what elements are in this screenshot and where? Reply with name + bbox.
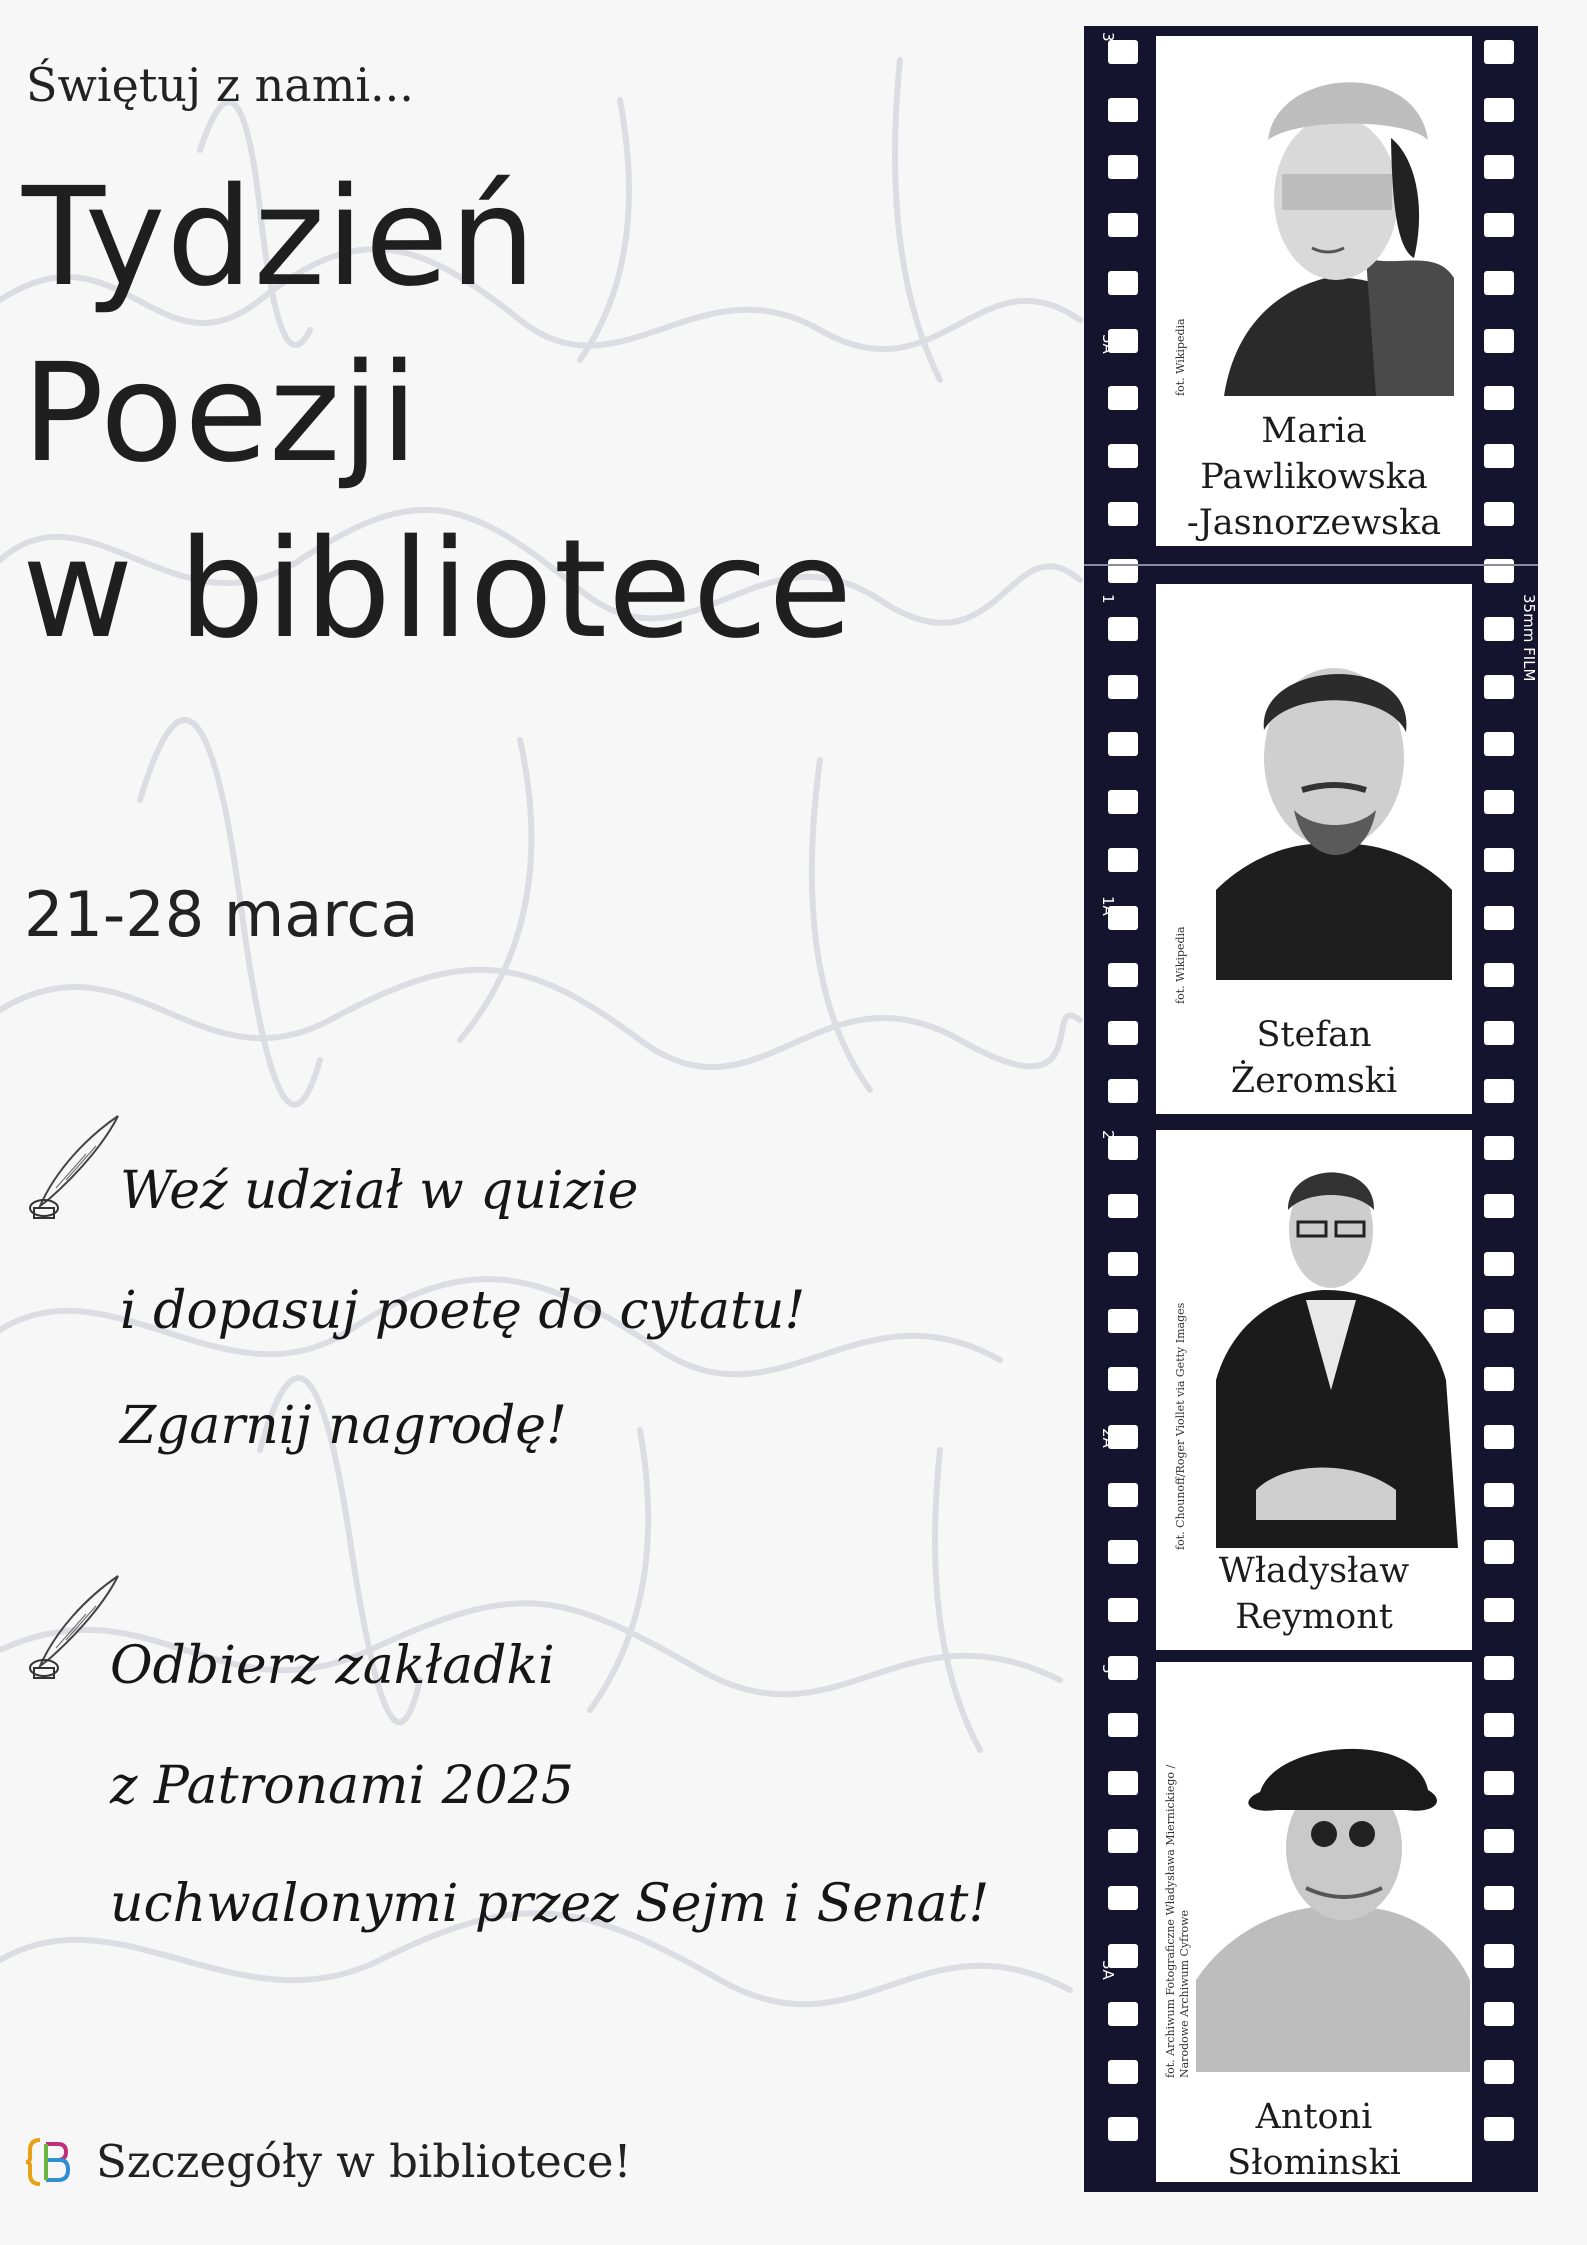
film-strip xyxy=(1084,26,1538,2192)
frame-number: 3 xyxy=(1099,32,1117,42)
sprocket-hole xyxy=(1108,2117,1138,2141)
sprocket-hole xyxy=(1108,2060,1138,2084)
sprocket-hole xyxy=(1484,1309,1514,1333)
film-frame-pawlikowska xyxy=(1156,36,1472,546)
poet-name-line: Stefan xyxy=(1256,1015,1372,1055)
sprocket-hole xyxy=(1108,98,1138,122)
sprocket-hole xyxy=(1484,271,1514,295)
sprocket-hole xyxy=(1108,1713,1138,1737)
sprocket-hole xyxy=(1108,1829,1138,1853)
sprocket-hole xyxy=(1484,1713,1514,1737)
sprocket-hole xyxy=(1108,213,1138,237)
photo-credit: fot. Wikipedia xyxy=(1174,926,1187,1004)
quill-inkwell-icon xyxy=(26,1110,126,1220)
sprocket-hole xyxy=(1108,617,1138,641)
film-frame-slominski xyxy=(1156,1662,1472,2182)
portrait-reymont xyxy=(1196,1160,1466,1548)
sprocket-hole xyxy=(1484,906,1514,930)
sprocket-hole xyxy=(1484,1598,1514,1622)
bookmarks-line-2: z Patronami 2025 xyxy=(110,1756,574,1816)
sprocket-hole xyxy=(1484,1367,1514,1391)
sprocket-hole xyxy=(1484,444,1514,468)
sprocket-hole xyxy=(1108,1021,1138,1045)
sprocket-hole xyxy=(1484,1886,1514,1910)
sprocket-hole xyxy=(1484,617,1514,641)
frame-number-a: 1A xyxy=(1099,896,1117,916)
sprocket-hole xyxy=(1484,213,1514,237)
sprocket-hole xyxy=(1108,155,1138,179)
sprocket-hole xyxy=(1484,1540,1514,1564)
frame-number: 2 xyxy=(1099,1130,1117,1140)
sprocket-hole xyxy=(1108,732,1138,756)
sprocket-hole xyxy=(1108,1483,1138,1507)
poet-name-line: Pawlikowska xyxy=(1200,457,1428,497)
frame-number-a: 3A xyxy=(1099,1960,1117,1980)
sprocket-hole xyxy=(1484,675,1514,699)
quiz-line-2: i dopasuj poetę do cytatu! xyxy=(120,1281,806,1341)
sprocket-hole xyxy=(1484,2002,1514,2026)
sprocket-hole xyxy=(1108,1367,1138,1391)
sprocket-hole xyxy=(1108,271,1138,295)
photo-credit: fot. Wikipedia xyxy=(1174,318,1187,396)
portrait-zeromski xyxy=(1216,640,1452,980)
sprocket-hole xyxy=(1484,790,1514,814)
frame-number-a: 3A xyxy=(1099,334,1117,354)
photo-credit: fot. Archiwum Fotograficzne Władysława Miernickiego / xyxy=(1164,1764,1177,2078)
page-title xyxy=(22,150,853,678)
sprocket-hole xyxy=(1484,559,1514,583)
poet-name xyxy=(1156,408,1472,546)
sprocket-hole xyxy=(1108,2002,1138,2026)
title-line-2: Poezji xyxy=(22,335,419,493)
sprocket-hole xyxy=(1484,155,1514,179)
library-logo-icon xyxy=(24,2136,72,2188)
poet-name-line: Reymont xyxy=(1235,1597,1393,1637)
sprocket-hole xyxy=(1108,790,1138,814)
sprocket-hole xyxy=(1484,848,1514,872)
footer xyxy=(24,2135,632,2188)
sprocket-hole xyxy=(1484,1771,1514,1795)
sprocket-hole xyxy=(1484,329,1514,353)
bookmarks-line-1: Odbierz zakładki xyxy=(110,1636,555,1696)
sprocket-hole xyxy=(1108,1079,1138,1103)
sprocket-hole xyxy=(1108,1771,1138,1795)
sprocket-hole xyxy=(1108,1598,1138,1622)
sprocket-hole xyxy=(1484,1829,1514,1853)
film-frame-divider xyxy=(1084,564,1538,566)
sprocket-hole xyxy=(1484,1944,1514,1968)
quiz-line-1: Weź udział w quizie xyxy=(120,1161,639,1221)
poet-name-line: -Jasnorzewska xyxy=(1186,503,1442,543)
sprocket-hole xyxy=(1484,1194,1514,1218)
poet-name-line: Władysław xyxy=(1218,1551,1410,1591)
bookmarks-line-3: uchwalonymi przez Sejm i Senat! xyxy=(110,1874,990,1934)
poet-name xyxy=(1156,1548,1472,1640)
sprocket-hole xyxy=(1108,502,1138,526)
sprocket-hole xyxy=(1484,386,1514,410)
sprocket-hole xyxy=(1108,848,1138,872)
sprocket-hole xyxy=(1484,502,1514,526)
sprocket-hole xyxy=(1484,40,1514,64)
sprocket-hole xyxy=(1484,1252,1514,1276)
poet-name-line: Maria xyxy=(1261,411,1367,451)
film-frame-reymont xyxy=(1156,1130,1472,1650)
photo-credit: Narodowe Archiwum Cyfrowe xyxy=(1178,1909,1191,2078)
poet-name-line: Żeromski xyxy=(1230,1061,1398,1101)
portrait-pawlikowska xyxy=(1216,48,1454,396)
sprocket-hole xyxy=(1108,559,1138,583)
sprocket-hole xyxy=(1484,1425,1514,1449)
frame-number: 3 xyxy=(1099,1664,1117,1674)
footer-text: Szczegóły w bibliotece! xyxy=(96,2135,632,2188)
sprocket-hole xyxy=(1108,675,1138,699)
title-line-3: w bibliotece xyxy=(22,511,854,669)
sprocket-hole xyxy=(1108,963,1138,987)
portrait-slominski xyxy=(1196,1730,1470,2072)
sprocket-hole xyxy=(1108,1136,1138,1160)
sprocket-hole xyxy=(1484,963,1514,987)
event-dates: 21-28 marca xyxy=(24,878,419,951)
frame-number-a: 2A xyxy=(1099,1428,1117,1448)
title-line-1: Tydzień xyxy=(22,159,537,317)
sprocket-hole xyxy=(1484,1483,1514,1507)
sprocket-hole xyxy=(1484,1079,1514,1103)
poet-name-line: Antoni xyxy=(1255,2097,1373,2137)
quiz-text-block xyxy=(120,1161,840,1465)
sprocket-hole xyxy=(1108,40,1138,64)
sprocket-hole xyxy=(1108,1540,1138,1564)
poet-name xyxy=(1156,2094,1472,2186)
film-frame-zeromski xyxy=(1156,584,1472,1114)
sprocket-hole xyxy=(1484,98,1514,122)
intro-text: Świętuj z nami... xyxy=(26,58,414,112)
sprocket-hole xyxy=(1484,1656,1514,1680)
quiz-line-3: Zgarnij nagrodę! xyxy=(120,1396,567,1456)
sprocket-hole xyxy=(1484,732,1514,756)
sprocket-hole xyxy=(1484,2060,1514,2084)
film-side-label: 35mm FILM xyxy=(1520,594,1538,682)
sprocket-hole xyxy=(1108,1309,1138,1333)
sprocket-hole xyxy=(1108,386,1138,410)
frame-number: 1 xyxy=(1099,594,1117,604)
sprocket-hole xyxy=(1108,444,1138,468)
sprocket-hole xyxy=(1108,1886,1138,1910)
poet-name xyxy=(1156,1012,1472,1104)
sprocket-hole xyxy=(1484,1021,1514,1045)
sprocket-hole xyxy=(1108,1194,1138,1218)
sprocket-hole xyxy=(1108,1252,1138,1276)
sprocket-hole xyxy=(1484,2117,1514,2141)
poet-name-line: Słominski xyxy=(1227,2143,1401,2183)
bookmarks-text-block xyxy=(110,1636,1060,1960)
photo-credit: fot. Chounoff/Roger Viollet via Getty Images xyxy=(1174,1302,1187,1550)
sprocket-hole xyxy=(1484,1136,1514,1160)
